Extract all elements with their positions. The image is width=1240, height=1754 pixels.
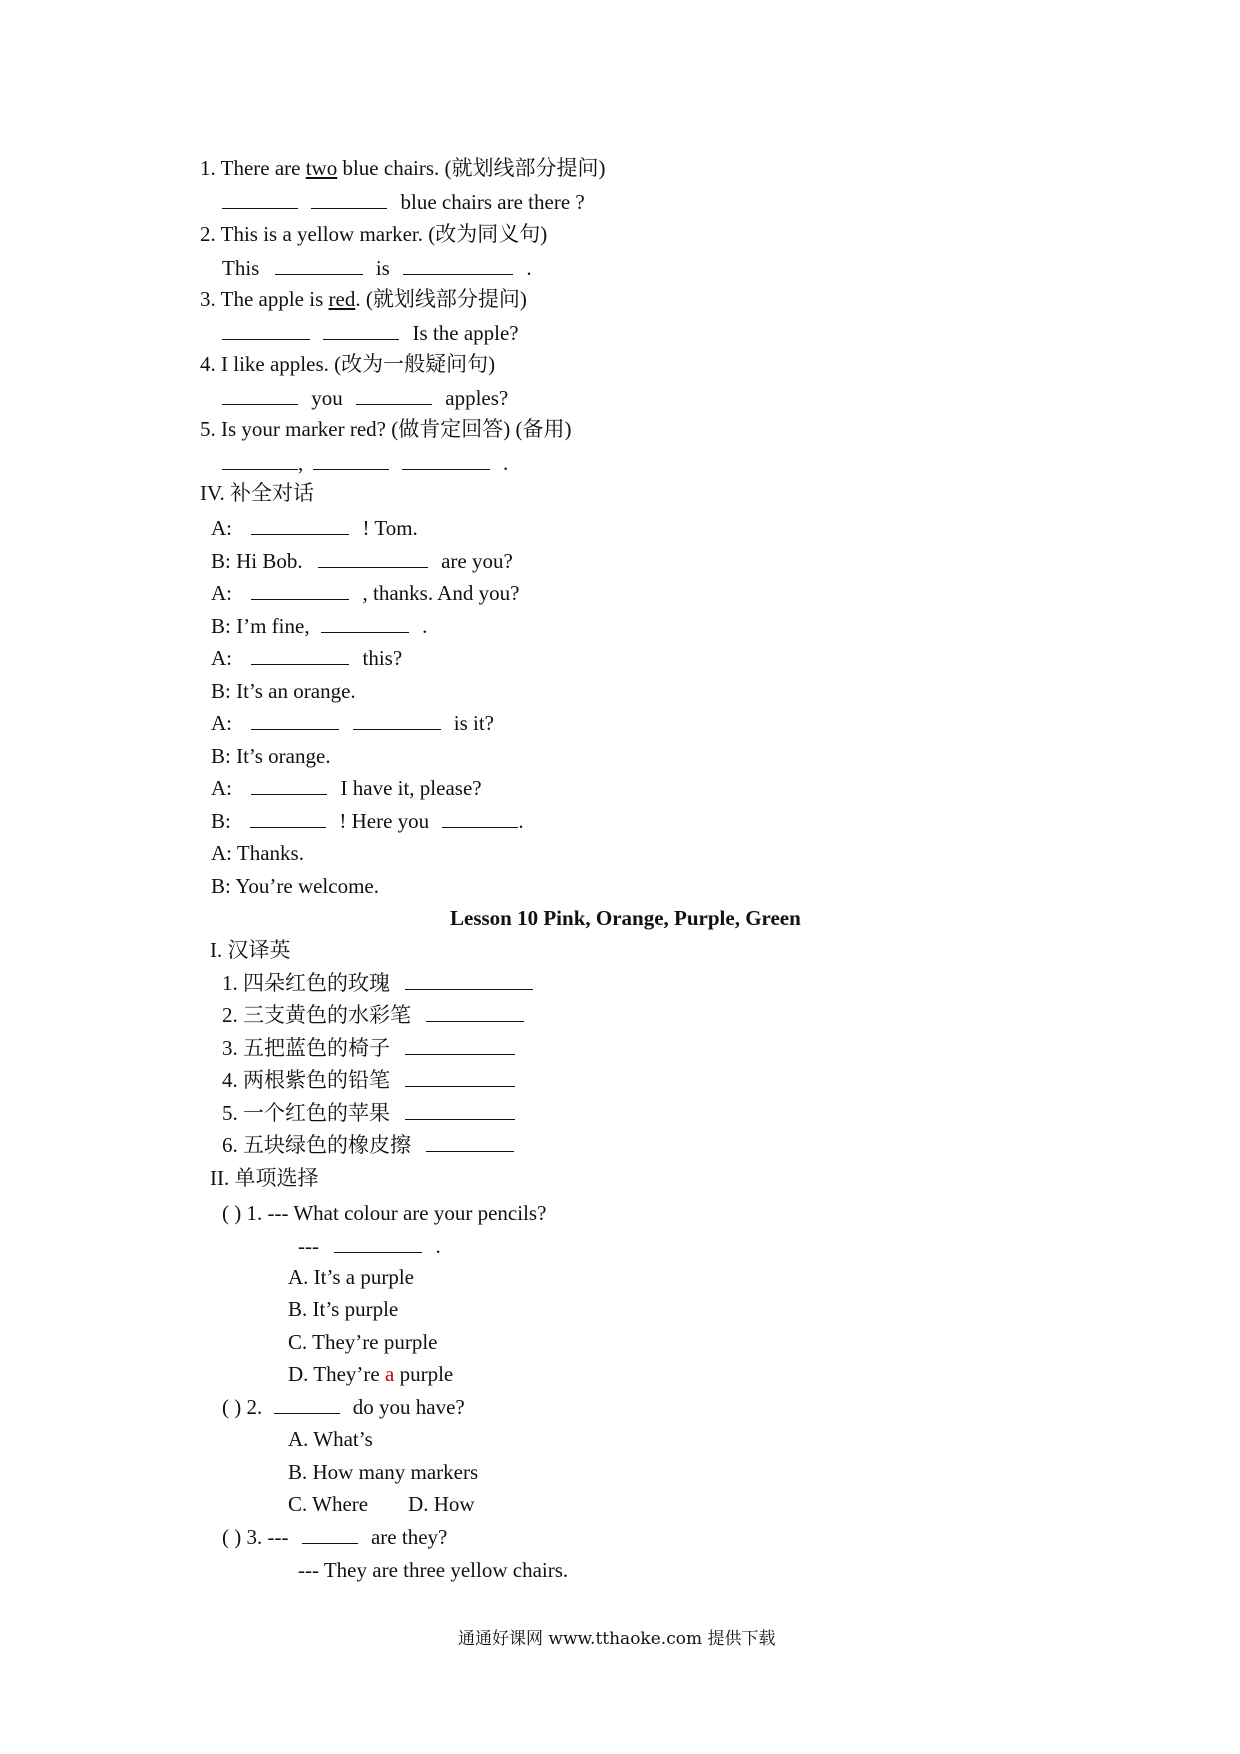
- translation-item: 3. 五把蓝色的椅子: [222, 1035, 515, 1061]
- option[interactable]: A. It’s a purple: [288, 1265, 414, 1289]
- answer-line-1: blue chairs are there ?: [222, 189, 585, 215]
- answer-line-3: Is the apple?: [222, 320, 519, 346]
- footer-credit: 通通好课网 www.tthaoke.com 提供下载: [458, 1629, 776, 1649]
- answer-line-2: This is .: [222, 256, 532, 280]
- blank[interactable]: [426, 1133, 514, 1152]
- dialogue-line: B: ! Here you .: [211, 809, 524, 833]
- mc-answer-line: --- .: [298, 1234, 441, 1258]
- blank[interactable]: [426, 1003, 524, 1022]
- option[interactable]: D. They’re a purple: [288, 1362, 454, 1386]
- mc-question-3: ( ) 3. --- are they?: [222, 1525, 448, 1549]
- blank[interactable]: [274, 1395, 340, 1414]
- translation-item: 1. 四朵红色的玫瑰: [222, 970, 533, 996]
- dialogue-line: A: I have it, please?: [211, 776, 482, 800]
- dialogue-line: A: this?: [211, 646, 403, 670]
- section-i-heading: I. 汉译英: [210, 938, 291, 962]
- blank[interactable]: [323, 321, 399, 340]
- question-4: 4. I like apples. (改为一般疑问句): [200, 352, 496, 376]
- translation-item: 5. 一个红色的苹果: [222, 1100, 515, 1126]
- option[interactable]: A. What’s: [288, 1427, 373, 1451]
- blank[interactable]: [321, 614, 409, 633]
- blank[interactable]: [356, 386, 432, 405]
- question-2: 2. This is a yellow marker. (改为同义句): [200, 222, 548, 246]
- option[interactable]: B. How many markers: [288, 1460, 479, 1484]
- dialogue-line: B: Hi Bob. are you?: [211, 549, 513, 573]
- dialogue-line: B: You’re welcome.: [211, 874, 379, 898]
- dialogue-line: A: ! Tom.: [211, 516, 418, 540]
- blank[interactable]: [275, 256, 363, 275]
- blank[interactable]: [313, 451, 389, 470]
- blank[interactable]: [251, 711, 339, 730]
- blank[interactable]: [222, 190, 298, 209]
- blank[interactable]: [403, 256, 513, 275]
- answer-line-4: you apples?: [222, 385, 508, 411]
- blank[interactable]: [302, 1525, 358, 1544]
- blank[interactable]: [353, 711, 441, 730]
- blank[interactable]: [251, 581, 349, 600]
- translation-item: 4. 两根紫色的铅笔: [222, 1067, 515, 1093]
- lesson-title: Lesson 10 Pink, Orange, Purple, Green: [450, 906, 801, 930]
- answer-line-5: , .: [222, 450, 508, 476]
- blank[interactable]: [251, 516, 349, 535]
- blank[interactable]: [251, 776, 327, 795]
- blank[interactable]: [311, 190, 387, 209]
- dialogue-line: A: , thanks. And you?: [211, 581, 520, 605]
- blank[interactable]: [442, 809, 518, 828]
- dialogue-line: A: Thanks.: [211, 841, 304, 865]
- mc-question-2: ( ) 2. do you have?: [222, 1395, 465, 1419]
- option: C. Where D. How: [288, 1492, 475, 1516]
- blank[interactable]: [318, 549, 428, 568]
- blank[interactable]: [251, 646, 349, 665]
- blank[interactable]: [222, 451, 298, 470]
- section-iv-heading: IV. 补全对话: [200, 481, 314, 505]
- blank[interactable]: [405, 1036, 515, 1055]
- blank[interactable]: [222, 321, 310, 340]
- blank[interactable]: [402, 451, 490, 470]
- blank[interactable]: [405, 1101, 515, 1120]
- option[interactable]: B. It’s purple: [288, 1297, 399, 1321]
- option[interactable]: C. They’re purple: [288, 1330, 438, 1354]
- question-5: 5. Is your marker red? (做肯定回答) (备用): [200, 417, 572, 441]
- blank[interactable]: [250, 809, 326, 828]
- dialogue-line: B: It’s orange.: [211, 744, 331, 768]
- section-ii-heading: II. 单项选择: [210, 1166, 319, 1190]
- question-3: 3. The apple is red. (就划线部分提问): [200, 287, 527, 311]
- dialogue-line: B: It’s an orange.: [211, 679, 356, 703]
- blank[interactable]: [405, 1068, 515, 1087]
- question-1: 1. There are two blue chairs. (就划线部分提问): [200, 156, 606, 180]
- translation-item: 6. 五块绿色的橡皮擦: [222, 1132, 514, 1158]
- blank[interactable]: [222, 386, 298, 405]
- translation-item: 2. 三支黄色的水彩笔: [222, 1002, 524, 1028]
- blank[interactable]: [334, 1234, 422, 1253]
- dialogue-line: B: I’m fine, .: [211, 614, 428, 638]
- mc-answer-line: --- They are three yellow chairs.: [298, 1558, 569, 1582]
- dialogue-line: A: is it?: [211, 711, 494, 735]
- mc-question-1: ( ) 1. --- What colour are your pencils?: [222, 1201, 547, 1225]
- blank[interactable]: [405, 971, 533, 990]
